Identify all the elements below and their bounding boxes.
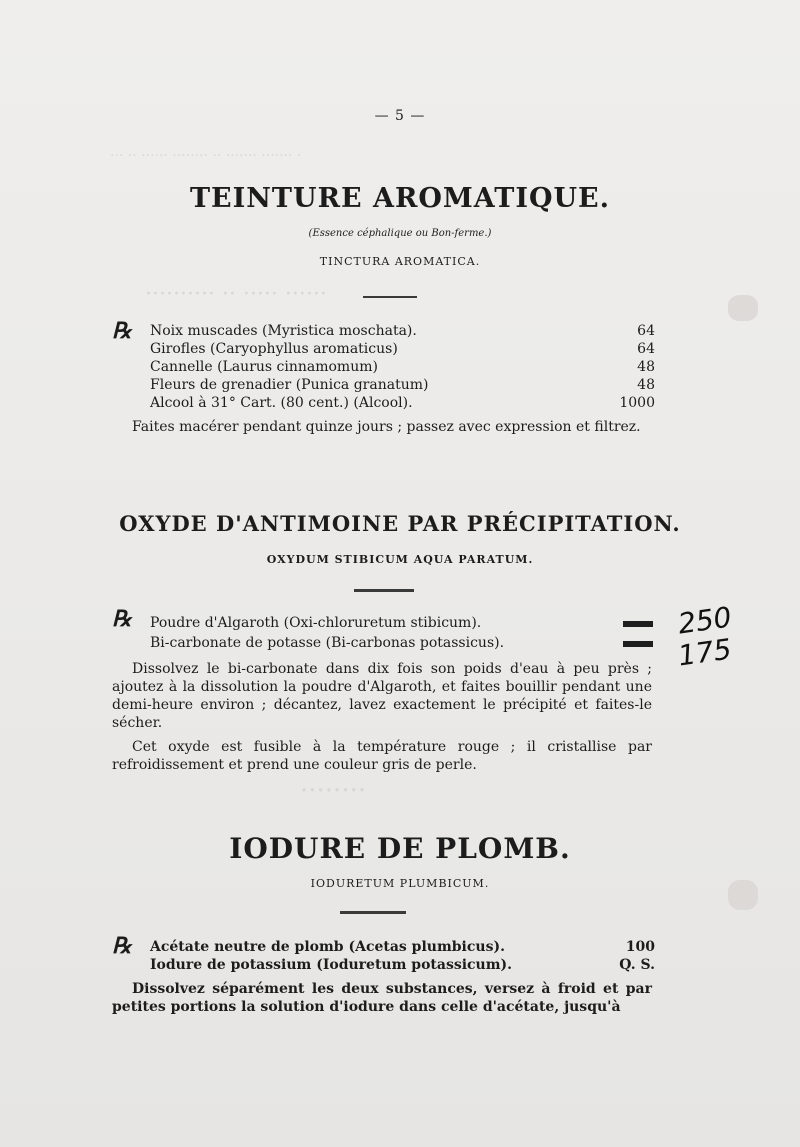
bleed-through-text: ········ xyxy=(300,776,367,806)
ingredient-name: Cannelle (Laurus cinnamomum) xyxy=(150,359,378,375)
divider xyxy=(340,911,406,914)
ingredient-name: Noix muscades (Myristica moschata). xyxy=(150,323,417,339)
ingredient-name: Girofles (Caryophyllus aromaticus) xyxy=(150,341,398,357)
latin-name: IODURETUM PLUMBICUM. xyxy=(310,877,490,890)
ingredient-name: Acétate neutre de plomb (Acetas plumbicus). xyxy=(150,939,505,955)
latin-name: TINCTURA AROMATICA. xyxy=(319,255,481,268)
section-title: IODURE DE PLOMB. xyxy=(229,832,571,865)
section-title: OXYDE D'ANTIMOINE PAR PRÉCIPITATION. xyxy=(119,511,681,536)
struck-quantity xyxy=(623,641,653,647)
ingredient-qty: 64 xyxy=(637,323,655,339)
recipe-symbol: ℞ xyxy=(112,933,132,959)
ingredient-name: Iodure de potassium (Ioduretum potassicum). xyxy=(150,957,513,973)
ingredient-qty: 48 xyxy=(637,377,655,393)
instructions-paragraph: Dissolvez séparément les deux substances, versez à froid et par petites portions la solution d'iodure dans celle d'acétate, jusqu'à xyxy=(112,981,652,1015)
bleed-through-text: ··· ·· ······ ········ ·· ······· ······· · xyxy=(110,148,302,164)
page-number: — 5 — xyxy=(374,108,426,124)
ingredient-name: Alcool à 31° Cart. (80 cent.) (Alcool). xyxy=(150,395,413,411)
handwritten-annotation: 250 xyxy=(675,600,734,641)
recipe-symbol: ℞ xyxy=(112,318,132,344)
ingredient-name: Fleurs de grenadier (Punica granatum) xyxy=(150,377,429,393)
ingredient-qty: 1000 xyxy=(619,395,655,411)
ingredient-name: Poudre d'Algaroth (Oxi-chloruretum stibicum). xyxy=(150,615,482,631)
divider xyxy=(363,296,417,298)
instructions-paragraph: Dissolvez le bi-carbonate dans dix fois son poids d'eau à peu près ; ajoutez à la dissolution la poudre d'Algaroth, et faites bouillir pendant une demi-heure environ ; décantez, lavez exactement le précipité et faites-le sécher. xyxy=(112,661,652,731)
ingredient-qty: Q. S. xyxy=(619,957,655,973)
ingredient-qty: 48 xyxy=(637,359,655,375)
page-smudge xyxy=(728,295,758,321)
divider xyxy=(354,589,414,592)
instructions-paragraph: Faites macérer pendant quinze jours ; passez avec expression et filtrez. xyxy=(132,419,641,435)
handwritten-annotation: 175 xyxy=(675,632,734,673)
ingredient-name: Bi-carbonate de potasse (Bi-carbonas potassicus). xyxy=(150,635,505,651)
recipe-symbol: ℞ xyxy=(112,606,132,632)
ingredient-qty: 64 xyxy=(637,341,655,357)
ingredient-qty: 100 xyxy=(625,939,655,955)
latin-name: OXYDUM STIBICUM AQUA PARATUM. xyxy=(266,553,534,566)
section-subtitle: (Essence céphalique ou Bon-ferme.) xyxy=(308,228,492,239)
instructions-paragraph: Cet oxyde est fusible à la température rouge ; il cristallise par refroidissement et prend une couleur gris de perle. xyxy=(112,739,652,773)
bleed-through-text: ·········· ·· ····· ······ xyxy=(145,282,327,307)
struck-quantity xyxy=(623,621,653,627)
section-title: TEINTURE AROMATIQUE. xyxy=(189,183,611,214)
